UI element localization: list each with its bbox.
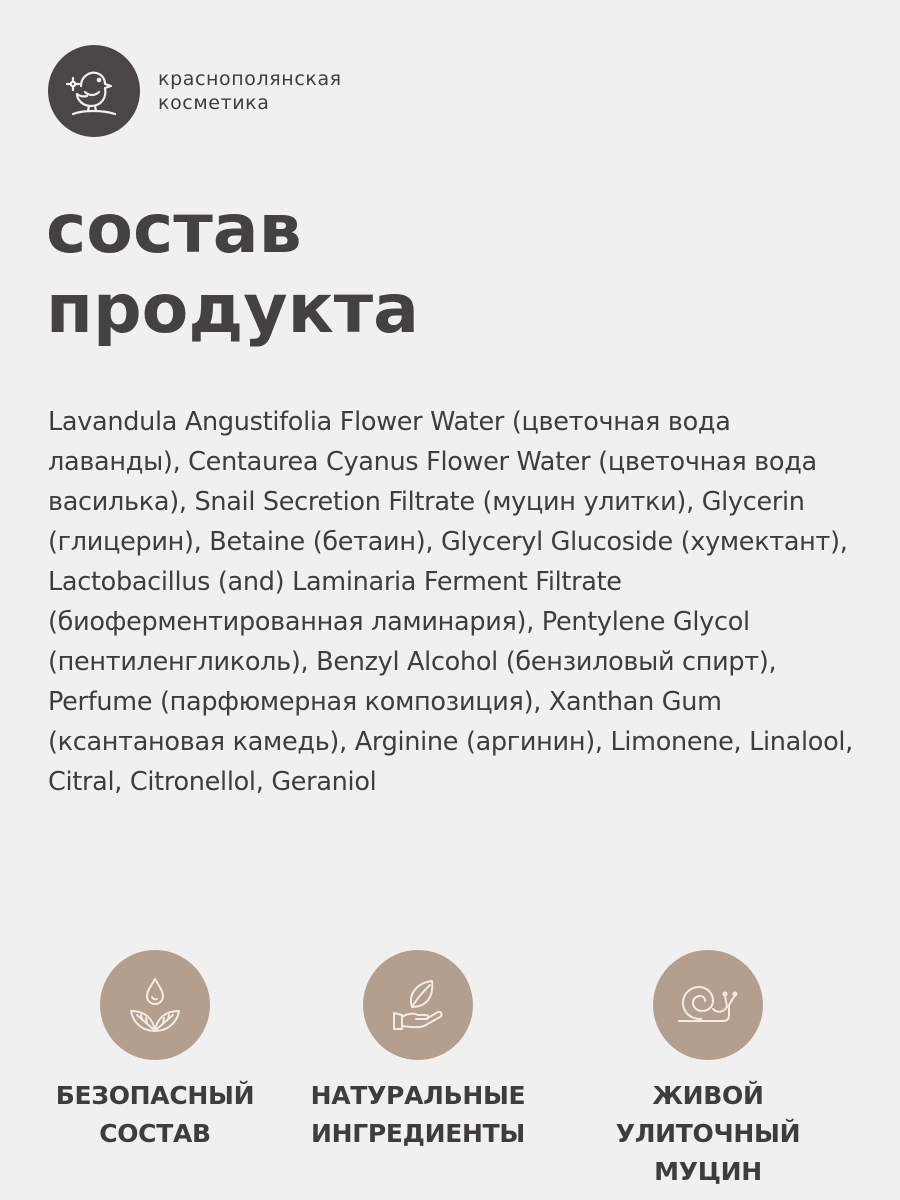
feature-label-line2: УЛИТОЧНЫЙ МУЦИН (615, 1119, 801, 1186)
brand-name (158, 67, 342, 115)
feature-label-line2: СОСТАВ (99, 1119, 211, 1148)
feature-label-line1: БЕЗОПАСНЫЙ (55, 1081, 255, 1110)
bird-logo-icon (48, 45, 140, 137)
feature-label (311, 1077, 526, 1153)
feature-label-line2: ИНГРЕДИЕНТЫ (310, 1119, 525, 1148)
feature-label (56, 1077, 255, 1153)
feature-label (558, 1077, 858, 1191)
page-title-line2: продукта (46, 270, 420, 349)
brand-name-line2: косметика (158, 92, 270, 114)
hand-leaf-icon (363, 950, 473, 1060)
feature-safe-composition (5, 950, 305, 1153)
feature-natural-ingredients (268, 950, 568, 1153)
brand-name-line1: краснополянская (158, 68, 342, 90)
page-title (46, 190, 419, 350)
ingredients-text: Lavandula Angustifolia Flower Water (цветочная вода лаванды), Centaurea Cyanus Flower Water (цветочная вода василька), Snail Secretion Filtrate (муцин улитки), Glycerin (глицерин), Betaine (бетаин), Glyceryl Glucoside (хумектант), Lactobacillus (and) Laminaria Ferment Filtrate (биоферментированная ламинария), Pentylene Glycol (пентиленгликоль), Benzyl Alcohol (бензиловый спирт), Perfume (парфюмерная композиция), Xanthan Gum (ксантановая камедь), Arginine (аргинин), Limonene, Linalool, Citral, Citronellol, Geraniol (48, 407, 853, 797)
page-title-line1: состав (46, 190, 302, 269)
feature-label-line1: НАТУРАЛЬНЫЕ (310, 1081, 526, 1110)
snail-icon (653, 950, 763, 1060)
brand (48, 45, 342, 137)
feature-label-line1: ЖИВОЙ (652, 1081, 764, 1110)
drop-leaves-icon (100, 950, 210, 1060)
feature-snail-mucin (558, 950, 858, 1191)
